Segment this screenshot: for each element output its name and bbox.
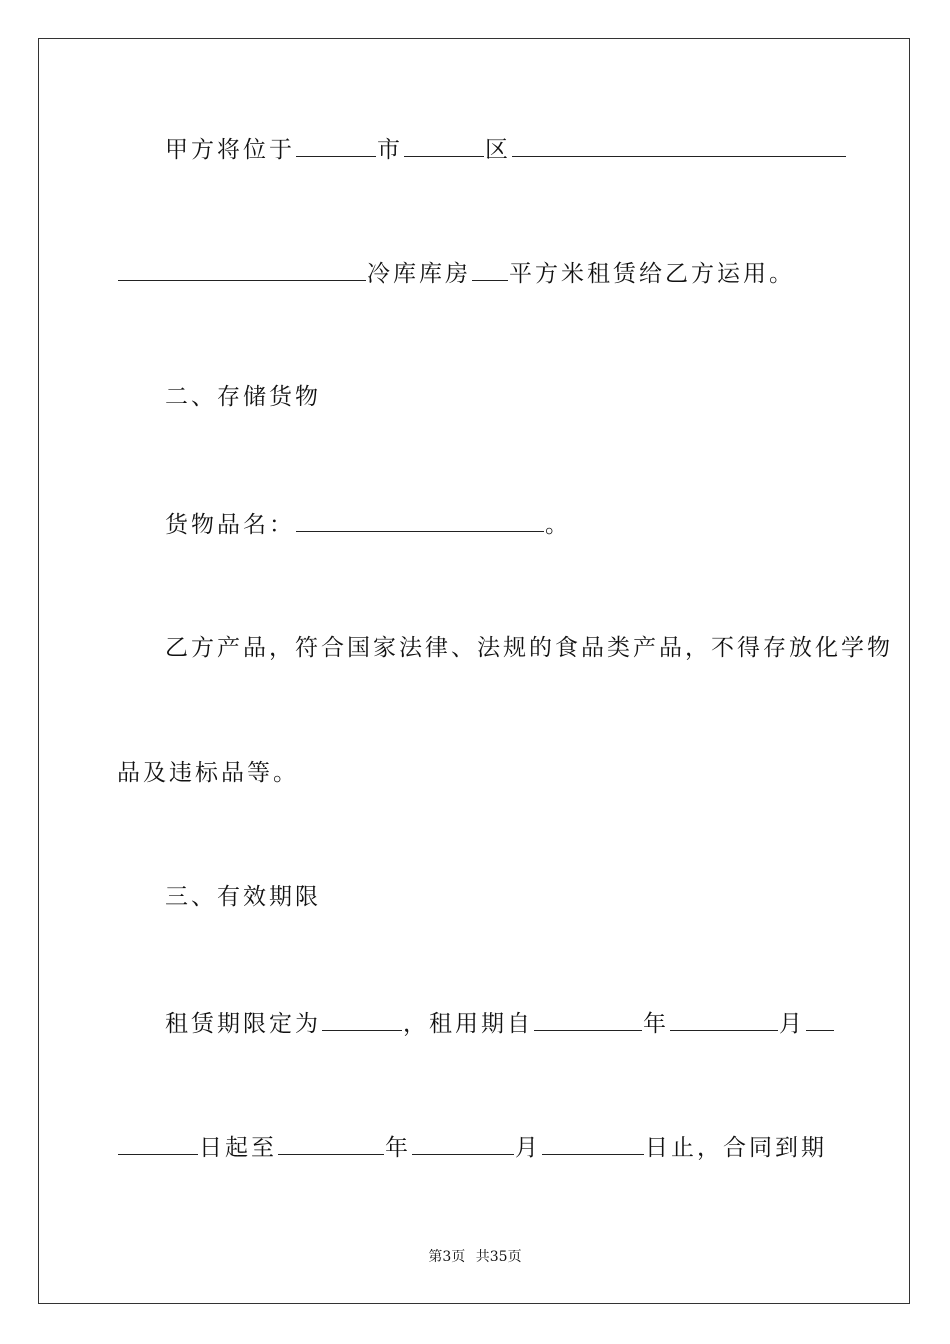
end-month-label: 月: [515, 1135, 541, 1161]
city-label: 市: [377, 137, 403, 163]
lease-end-line: [117, 1132, 837, 1163]
start-year-blank: [534, 1008, 642, 1031]
cold-storage-label: 冷库库房: [367, 261, 471, 287]
lease-area-suffix: 平方米租赁给乙方运用。: [509, 261, 795, 287]
end-day-blank: [542, 1132, 644, 1155]
section-heading-term: 三、有效期限: [165, 884, 321, 910]
lease-term-prefix: 租赁期限定为: [165, 1011, 321, 1037]
lease-term-line: [117, 1008, 885, 1039]
lease-term-middle: ，租用期自: [403, 1011, 533, 1037]
term-blank: [322, 1008, 402, 1031]
product-restriction-line-2: 品及违标品等。: [117, 760, 299, 786]
address-continued-blank: [118, 258, 366, 281]
start-day-blank-continued: [118, 1132, 198, 1155]
district-label: 区: [485, 137, 511, 163]
goods-name-blank: [296, 509, 544, 532]
start-month-blank: [670, 1008, 778, 1031]
area-blank: [472, 258, 508, 281]
city-blank: [296, 134, 376, 157]
end-year-blank: [278, 1132, 384, 1155]
page-footer: [0, 1246, 950, 1266]
product-restriction-line-1: 乙方产品，符合国家法律、法规的食品类产品，不得存放化学物: [165, 635, 893, 661]
end-month-blank: [412, 1132, 514, 1155]
start-month-label: 月: [779, 1011, 805, 1037]
page-total: 共35页: [475, 1249, 522, 1265]
lease-area-line: [117, 258, 837, 289]
district-blank: [404, 134, 484, 157]
start-year-label: 年: [643, 1011, 669, 1037]
end-year-label: 年: [385, 1135, 411, 1161]
lease-location-line: [117, 134, 885, 165]
goods-name-end: 。: [545, 512, 571, 538]
goods-name-line: [117, 509, 885, 540]
end-day-label: 日止，合同到期: [645, 1135, 827, 1161]
section-heading-goods: 二、存储货物: [165, 384, 321, 410]
page-number: 第3页: [428, 1249, 466, 1265]
start-day-blank: [806, 1008, 834, 1031]
goods-name-label: 货物品名：: [165, 512, 295, 538]
start-day-label: 日起至: [199, 1135, 277, 1161]
address-blank: [512, 134, 846, 157]
lease-location-prefix: 甲方将位于: [165, 137, 295, 163]
page-frame: [38, 38, 910, 1304]
